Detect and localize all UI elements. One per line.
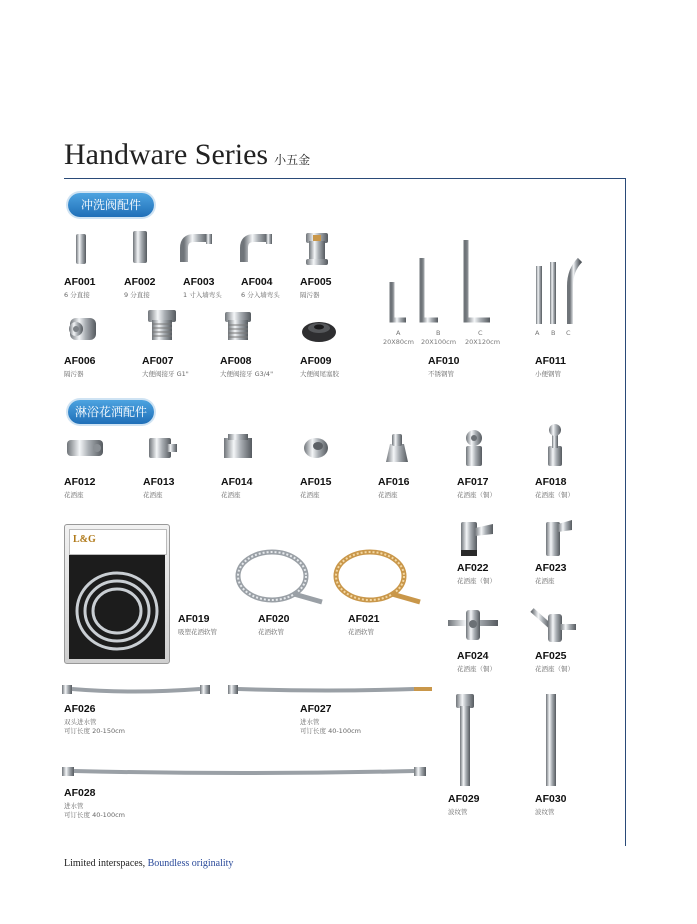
product-code: AF003 (183, 276, 215, 288)
variant-letter: A (535, 329, 540, 337)
product-desc: 双头进水管 可订长度 20-150cm (64, 718, 125, 735)
shower-holder-photo (220, 432, 256, 462)
urinal-pipe-photo (530, 256, 590, 326)
product-desc: 波纹管 (448, 808, 468, 816)
product-code: AF021 (348, 613, 380, 625)
valve-nut-photo (222, 310, 254, 344)
footer-text: Limited interspaces, (64, 858, 146, 869)
variant-letter: B (436, 329, 441, 337)
product-desc: 大便阀接牙 G3/4" (220, 370, 274, 378)
shower-holder-photo (455, 514, 499, 558)
shower-holder-photo (63, 436, 107, 460)
variant-size: 20X120cm (465, 338, 501, 346)
corrugated-pipe-photo (454, 692, 476, 788)
rubber-plug-photo (300, 316, 338, 344)
shower-hose-photo (232, 546, 328, 608)
product-desc: 6 分入墙弯头 (241, 291, 280, 299)
page-title (64, 138, 310, 172)
shower-holder-photo (540, 422, 570, 468)
product-code: AF017 (457, 476, 489, 488)
variant-letter: A (396, 329, 401, 337)
product-desc: 隔污器 (64, 370, 84, 378)
straight-connector-photo (74, 232, 88, 266)
product-desc: 花洒座（铜） (457, 577, 496, 585)
product-desc: 不锈钢管 (428, 370, 454, 378)
product-code: AF008 (220, 355, 252, 367)
product-code: AF005 (300, 276, 332, 288)
section-badge-shower: 淋浴花洒配件 (68, 400, 154, 424)
shower-holder-photo (528, 604, 580, 644)
shower-holder-photo (145, 434, 181, 462)
product-desc: 吸塑花洒软管 (178, 628, 217, 636)
product-code: AF025 (535, 650, 567, 662)
shower-holder-photo (446, 604, 502, 644)
right-divider (625, 178, 626, 846)
shower-holder-photo (458, 428, 490, 468)
brass-shower-hose-photo (330, 546, 426, 608)
product-code: AF004 (241, 276, 273, 288)
inlet-hose-photo (62, 682, 210, 698)
product-code: AF023 (535, 562, 567, 574)
inlet-hose-photo (228, 682, 434, 698)
product-desc: 9 分直接 (124, 291, 150, 299)
product-desc: 隔污器 (300, 291, 320, 299)
product-desc: 花洒座 (300, 491, 320, 499)
inlet-hose-photo (62, 764, 430, 780)
section-badge-flush-valve: 冲洗阀配件 (68, 193, 154, 217)
product-code: AF011 (535, 355, 566, 367)
product-code: AF029 (448, 793, 480, 805)
wall-elbow-photo (180, 234, 214, 266)
product-code: AF013 (143, 476, 175, 488)
product-code: AF010 (428, 355, 460, 367)
variant-letter: B (551, 329, 556, 337)
product-desc: 大便阀接牙 G1" (142, 370, 189, 378)
product-code: AF001 (64, 276, 96, 288)
product-desc: 花洒座 (64, 491, 84, 499)
product-desc: 花洒座（铜） (535, 665, 574, 673)
product-code: AF022 (457, 562, 489, 574)
header-divider (64, 178, 626, 179)
straight-connector-photo (131, 229, 149, 265)
product-code: AF007 (142, 355, 174, 367)
title-cn: 小五金 (274, 153, 311, 167)
product-code: AF018 (535, 476, 567, 488)
product-code: AF028 (64, 787, 96, 799)
variant-letter: C (566, 329, 571, 337)
variant-letter: C (478, 329, 483, 337)
product-desc: 花洒软管 (348, 628, 374, 636)
title-en: Handware Series (64, 138, 269, 171)
product-code: AF015 (300, 476, 332, 488)
product-code: AF024 (457, 650, 489, 662)
product-code: AF030 (535, 793, 567, 805)
shower-holder-photo (380, 430, 414, 466)
product-desc: 小便钢管 (535, 370, 561, 378)
footer-tagline (64, 858, 233, 869)
product-desc: 花洒座 (535, 577, 555, 585)
product-desc: 6 分直接 (64, 291, 90, 299)
shower-holder-photo (300, 434, 332, 462)
product-desc: 花洒座 (378, 491, 398, 499)
hose-package-photo (64, 524, 170, 664)
coiled-hose-icon (69, 555, 165, 659)
valve-nut-photo (145, 308, 179, 344)
product-desc: 花洒软管 (258, 628, 284, 636)
product-desc: 花洒座 (143, 491, 163, 499)
product-desc: 花洒座（铜） (457, 665, 496, 673)
product-desc: 花洒座（铜） (535, 491, 574, 499)
shower-holder-photo (540, 512, 576, 558)
product-code: AF026 (64, 703, 96, 715)
product-code: AF014 (221, 476, 253, 488)
product-desc: 波纹管 (535, 808, 555, 816)
stainless-pipe-photo (382, 236, 500, 328)
strainer-photo (64, 312, 102, 346)
strainer-photo (303, 231, 331, 267)
product-code: AF002 (124, 276, 156, 288)
product-desc: 花洒座 (221, 491, 241, 499)
corrugated-pipe-photo (544, 692, 558, 788)
product-code: AF009 (300, 355, 332, 367)
product-code: AF019 (178, 613, 210, 625)
product-desc: 进水管 可订长度 40-100cm (64, 802, 125, 819)
product-code: AF012 (64, 476, 96, 488)
wall-elbow-photo (240, 234, 274, 266)
variant-size: 20X80cm (383, 338, 414, 346)
product-desc: 进水管 可订长度 40-100cm (300, 718, 361, 735)
product-code: AF027 (300, 703, 332, 715)
package-brand-label: L&G (73, 534, 96, 545)
product-desc: 花洒座（铜） (457, 491, 496, 499)
product-code: AF006 (64, 355, 96, 367)
product-desc: 1 寸入墙弯头 (183, 291, 222, 299)
product-code: AF020 (258, 613, 290, 625)
variant-size: 20X100cm (421, 338, 457, 346)
footer-highlight: Boundless originality (147, 858, 234, 869)
product-code: AF016 (378, 476, 410, 488)
product-desc: 大便阀尾塞胶 (300, 370, 339, 378)
